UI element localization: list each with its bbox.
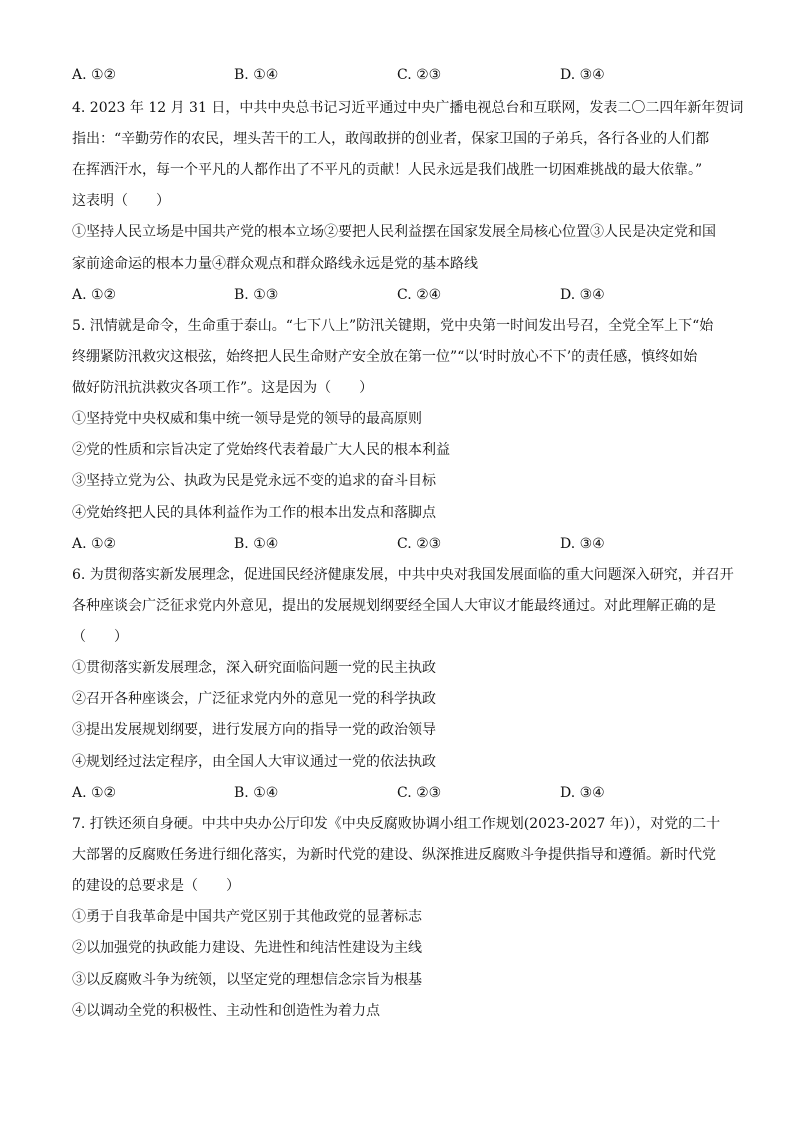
q4-stem-line-4: 这表明（ ） bbox=[72, 193, 170, 209]
q5-statement-2: ②党的性质和宗旨决定了党始终代表着最广大人民的根本利益 bbox=[72, 442, 450, 458]
q3-options bbox=[72, 65, 732, 85]
q4-stem-line-1: 4. 2023 年 12 月 31 日，中共中央总书记习近平通过中央广播电视总台和互联网，发表二〇二四年新年贺词 bbox=[72, 100, 744, 116]
q3-option-a: A. ①② bbox=[72, 67, 117, 83]
q6-statement-3: ③提出发展规划纲要，进行发展方向的指导一党的政治领导 bbox=[72, 722, 436, 738]
q6-statement-1: ①贯彻落实新发展理念，深入研究面临问题一党的民主执政 bbox=[72, 660, 436, 676]
q6-option-a: A. ①② bbox=[72, 785, 117, 801]
q7-stem-line-3: 的建设的总要求是（ ） bbox=[72, 878, 240, 894]
q3-option-c: C. ②③ bbox=[397, 67, 442, 83]
q6-statement-4: ④规划经过法定程序，由全国人大审议通过一党的依法执政 bbox=[72, 754, 436, 770]
q7-stem-line-2: 大部署的反腐败任务进行细化落实，为新时代党的建设、纵深推进反腐败斗争提供指导和遵循。新时代党 bbox=[72, 847, 716, 863]
q6-option-c: C. ②③ bbox=[397, 785, 442, 801]
q5-statement-1: ①坚持党中央权威和集中统一领导是党的领导的最高原则 bbox=[72, 411, 422, 427]
q6-options bbox=[72, 783, 732, 803]
q6-stem-line-2: 各种座谈会广泛征求党内外意见，提出的发展规划纲要经全国人大审议才能最终通过。对此理解正确的是 bbox=[72, 598, 716, 614]
q6-option-d: D. ③④ bbox=[560, 785, 605, 801]
q7-statement-3: ③以反腐败斗争为统领，以坚定党的理想信念宗旨为根基 bbox=[72, 972, 422, 988]
q4-option-a: A. ①② bbox=[72, 287, 117, 303]
q4-options bbox=[72, 285, 732, 305]
q4-stem-line-3: 在挥洒汗水，每一个平凡的人都作出了不平凡的贡献！人民永远是我们战胜一切困难挑战的最大依靠。” bbox=[72, 162, 703, 178]
q6-statement-2: ②召开各种座谈会，广泛征求党内外的意见一党的科学执政 bbox=[72, 691, 436, 707]
q5-option-a: A. ①② bbox=[72, 536, 117, 552]
q5-stem-line-1: 5. 汛情就是命令，生命重于泰山。“七下八上”防汛关键期，党中央第一时间发出号召，全党全军上下“始 bbox=[72, 318, 714, 334]
q6-stem-line-1: 6. 为贯彻落实新发展理念，促进国民经济健康发展，中共中央对我国发展面临的重大问题深入研究，并召开 bbox=[72, 567, 734, 583]
q5-options bbox=[72, 534, 732, 554]
q4-option-b: B. ①③ bbox=[234, 287, 279, 303]
q7-statement-4: ④以调动全党的积极性、主动性和创造性为着力点 bbox=[72, 1003, 380, 1019]
q6-stem-line-3: （ ） bbox=[72, 629, 128, 645]
q5-stem-line-2: 终绷紧防汛救灾这根弦，始终把人民生命财产安全放在第一位”“以‘时时放心不下’的责任感，慎终如始 bbox=[72, 349, 698, 365]
q3-option-d: D. ③④ bbox=[560, 67, 605, 83]
q3-option-b: B. ①④ bbox=[234, 67, 279, 83]
q6-option-b: B. ①④ bbox=[234, 785, 279, 801]
q4-stem-line-2: 指出：“辛勤劳作的农民，埋头苦干的工人，敢闯敢拼的创业者，保家卫国的子弟兵，各行各业的人们都 bbox=[72, 131, 710, 147]
q4-statement-line-1: ①坚持人民立场是中国共产党的根本立场②要把人民利益摆在国家发展全局核心位置③人民是决定党和国 bbox=[72, 224, 716, 240]
q7-statement-2: ②以加强党的执政能力建设、先进性和纯洁性建设为主线 bbox=[72, 940, 422, 956]
q5-statement-4: ④党始终把人民的具体利益作为工作的根本出发点和落脚点 bbox=[72, 505, 436, 521]
q5-option-d: D. ③④ bbox=[560, 536, 605, 552]
q7-stem-line-1: 7. 打铁还须自身硬。中共中央办公厅印发《中央反腐败协调小组工作规划(2023-2027 年)），对党的二十 bbox=[72, 816, 721, 832]
q5-option-b: B. ①④ bbox=[234, 536, 279, 552]
q5-stem-line-3: 做好防汛抗洪救灾各项工作”。这是因为（ ） bbox=[72, 380, 374, 396]
q4-option-d: D. ③④ bbox=[560, 287, 605, 303]
q4-statement-line-2: 家前途命运的根本力量④群众观点和群众路线永远是党的基本路线 bbox=[72, 256, 478, 272]
q4-option-c: C. ②④ bbox=[397, 287, 442, 303]
q5-statement-3: ③坚持立党为公、执政为民是党永远不变的追求的奋斗目标 bbox=[72, 473, 436, 489]
q7-statement-1: ①勇于自我革命是中国共产党区别于其他政党的显著标志 bbox=[72, 909, 422, 925]
q5-option-c: C. ②③ bbox=[397, 536, 442, 552]
